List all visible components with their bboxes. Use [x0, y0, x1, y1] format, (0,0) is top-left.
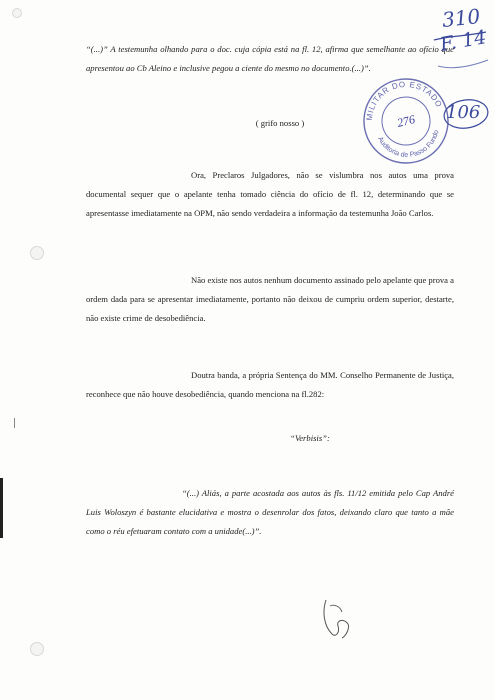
scan-edge-mark [0, 478, 3, 538]
quote-sentenca-text: “(...) Aliás, a parte acostada aos autos às fls. 11/12 emitida pelo Cap André Luis Woloszyn é bastante elucidativa e mostra o desenrolar dos fatos, deixando claro que tanto a mãe como o réu efetuaram contato com a unidade(...)”. [86, 488, 454, 536]
paragraph-ora [86, 166, 454, 223]
seal-top-text: MILITAR DO ESTADO [364, 79, 444, 121]
seal-bottom-text: Auditoria de Passo Fundo [376, 129, 441, 159]
handwritten-page-top: 310 [440, 4, 482, 32]
paragraph-doutra-banda-text: Doutra banda, a própria Sentença do MM. Conselho Permanente de Justiça, reconhece que não houve desobediência, quando menciona na fl.282: [86, 370, 454, 399]
svg-text:Auditoria de Passo Fundo [376, 122, 446, 166]
quote-witness [86, 40, 454, 78]
punch-hole [30, 246, 44, 260]
handwritten-scribble-icon [428, 6, 492, 76]
paragraph-doutra-banda [86, 366, 454, 404]
paragraph-nao-existe [86, 271, 454, 328]
grifo-nosso [200, 114, 360, 133]
handwritten-page-right: 106 [446, 102, 481, 123]
verbisis-text: “Verbisis”: [290, 433, 330, 443]
verbisis-label [250, 429, 370, 448]
signature-initials-icon [318, 592, 358, 642]
paragraph-ora-text: Ora, Preclaros Julgadores, não se vislumbra nos autos uma prova documental sequer que o apelante tenha tomado ciência do ofício de fl. 12, determinando que se apresentasse imediatamente na OPM, não sendo verdadeira a informação da testemunha João Carlos. [86, 170, 454, 218]
court-seal-stamp [360, 75, 452, 167]
quote-sentenca [86, 484, 454, 541]
scan-dust-mark [14, 418, 15, 428]
handwritten-page-mid: F. 14 [438, 26, 489, 56]
paragraph-nao-existe-text: Não existe nos autos nenhum documento assinado pelo apelante que prova a ordem dada para se apresentar imediatamente, portanto não deixou de cumpriu ordem superior, destarte, não existe crime de desobediência. [86, 275, 454, 323]
quote-witness-text: “(...)” A testemunha olhando para o doc. cuja cópia está na fl. 12, afirma que semelhante ao ofício que apresentou ao Cb Aleino e inclusive pegou a ciente do mesmo no documento.(...)”. [86, 44, 454, 73]
seal-number: 276 [395, 112, 417, 130]
page-number-circle-icon [440, 96, 492, 132]
punch-hole [30, 642, 44, 656]
grifo-text: ( grifo nosso ) [255, 118, 305, 128]
punch-hole [12, 8, 22, 18]
